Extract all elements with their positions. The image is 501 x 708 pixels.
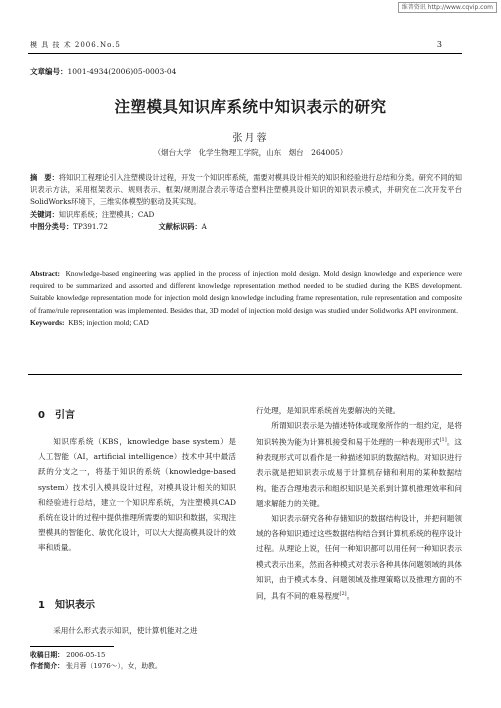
received-date: 2006-05-15 xyxy=(66,651,106,659)
intro-paragraph: 知识库系统（KBS，knowledge base system）是人工智能（AI，artificial intelligence）技术中其中最活跃的分支之一，将基于知识的系统（knowledge-based system）技术引入模具设计过程，对模具设计相关的知识和经验进行总结，建立一个知识库系统，为注塑模具CAD系统在设计的过程中提供推理所需要的知识和数据，实现注塑模具的智能化、敏优化设计，可以大大提高模具设计的效率和质量。 xyxy=(38,437,236,553)
journal-name: 模 具 技 术 2006.No.5 xyxy=(30,41,121,49)
section-intro-heading xyxy=(38,406,75,421)
abstract-rule xyxy=(28,374,462,375)
classification-value: TP391.72 xyxy=(73,221,108,231)
doc-code-label: 文献标识码： xyxy=(158,221,202,231)
affiliation: （烟台大学 化学生物理工学院，山东 烟台 264005） xyxy=(153,148,348,157)
section-1-title: 知识表示 xyxy=(54,600,95,611)
right-paragraph-1: 行处理，是知识库系统首先要解决的关键。 xyxy=(256,406,401,415)
reference-2: [2] xyxy=(339,590,347,597)
section-1-heading xyxy=(38,596,95,611)
article-number-value: 1001-4934(2006)05-0003-04 xyxy=(67,67,177,76)
right-paragraph-2-text-a: 所谓知识表示是为描述特体或现象所作的一组约定，是将知识转换为能为计算机接受和易于处理的一种表现形式 xyxy=(256,421,462,447)
keywords-cn-text: 知识库系统；注塑模具；CAD xyxy=(58,209,155,219)
abstract-en-label: Abstract: xyxy=(30,269,60,278)
classification-label: 中图分类号： xyxy=(30,221,74,231)
right-paragraph-2 xyxy=(256,418,462,511)
abstract-en-text: Knowledge-based engineering was applied in the process of injection mold design. Mold design knowledge and experience were required to be summarized and assorted and different knowledge representation method needed to be studied during the KBS development. Suitable knowledge representation mode for injection mold design knowledge including frame representation, rule representation and composite of frame/rule representation was implemented. Besides that, 3D model of injection mold design was studied under Solidworks API environment. xyxy=(30,269,462,315)
author-bio-label: 作者简介： xyxy=(30,662,64,670)
watermark: 维普资讯 http://www.cqvip.com xyxy=(398,2,497,13)
reference-1: [1] xyxy=(439,437,447,444)
keywords-en-text: KBS; injection mold; CAD xyxy=(68,317,149,327)
abstract-cn-text: 将知识工程理论引入注塑模设计过程，开发一个知识库系统，需要对模具设计相关的知识和经验进行总结和分类。研究不同的知识表示方法，采用框架表示、规则表示、框架/规则混合表示等适合塑料注塑模具设计知识的知识表示模式，并研究在二次开发平台SolidWorks环境下，三维实体模型的驱动及其实现。 xyxy=(30,173,462,207)
right-paragraph-2-text-b: 。这种表现形式可以看作是一种描述知识的数据结构。对知识进行表示就是把知识表示成易于计算机存储和利用的某种数据结构。能否合理地表示和组织知识是关系到计算机推理效率和问题求解能力的关键。 xyxy=(256,437,463,508)
right-column xyxy=(256,403,462,604)
section-1-paragraph: 采用什么形式表示知识，使计算机能对之进 xyxy=(53,626,198,635)
article-number-label: 文章编号： xyxy=(30,67,68,76)
section-intro-title: 引言 xyxy=(54,410,75,421)
left-column-section-1 xyxy=(38,623,236,638)
footnote-received xyxy=(30,650,105,660)
abstract-cn-label: 摘 要： xyxy=(30,173,59,182)
right-paragraph-3-text-a: 知识表示研究各种存储知识的数据结构设计，并把问题领域的各种知识通过这些数据结构结合到计算机系统的程序设计过程。从理论上说，任何一种知识都可以用任何一种知识表示模式表示出来，然而各种模式对表示各种具体问题领域的具体知识，由于模式本身、问题领域及推理策略以及推理方面的不同，具有不同的难易程度 xyxy=(256,513,462,601)
abstract-cn xyxy=(30,172,462,233)
article-number xyxy=(30,66,176,77)
keywords-en-label: Keywords: xyxy=(30,317,65,327)
right-paragraph-3 xyxy=(256,511,462,604)
running-header xyxy=(30,40,443,50)
author-bio: 张月蓉（1976～），女，助教。 xyxy=(66,662,162,670)
header-rule xyxy=(28,53,462,54)
section-intro-number: 0 xyxy=(38,410,45,421)
footnote-author xyxy=(30,661,162,671)
abstract-en xyxy=(30,268,462,329)
doc-code-value: A xyxy=(201,221,207,231)
page-number: 3 xyxy=(436,40,443,49)
right-paragraph-3-text-b: 。 xyxy=(346,591,355,601)
article-title: 注塑模具知识库系统中知识表示的研究 xyxy=(114,98,387,116)
footnote-rule xyxy=(30,646,114,647)
received-label: 收稿日期： xyxy=(30,651,64,659)
section-1-number: 1 xyxy=(38,600,45,611)
left-column-intro xyxy=(38,434,236,556)
keywords-cn-label: 关键词： xyxy=(30,209,59,219)
author-name: 张月蓉 xyxy=(232,133,269,144)
